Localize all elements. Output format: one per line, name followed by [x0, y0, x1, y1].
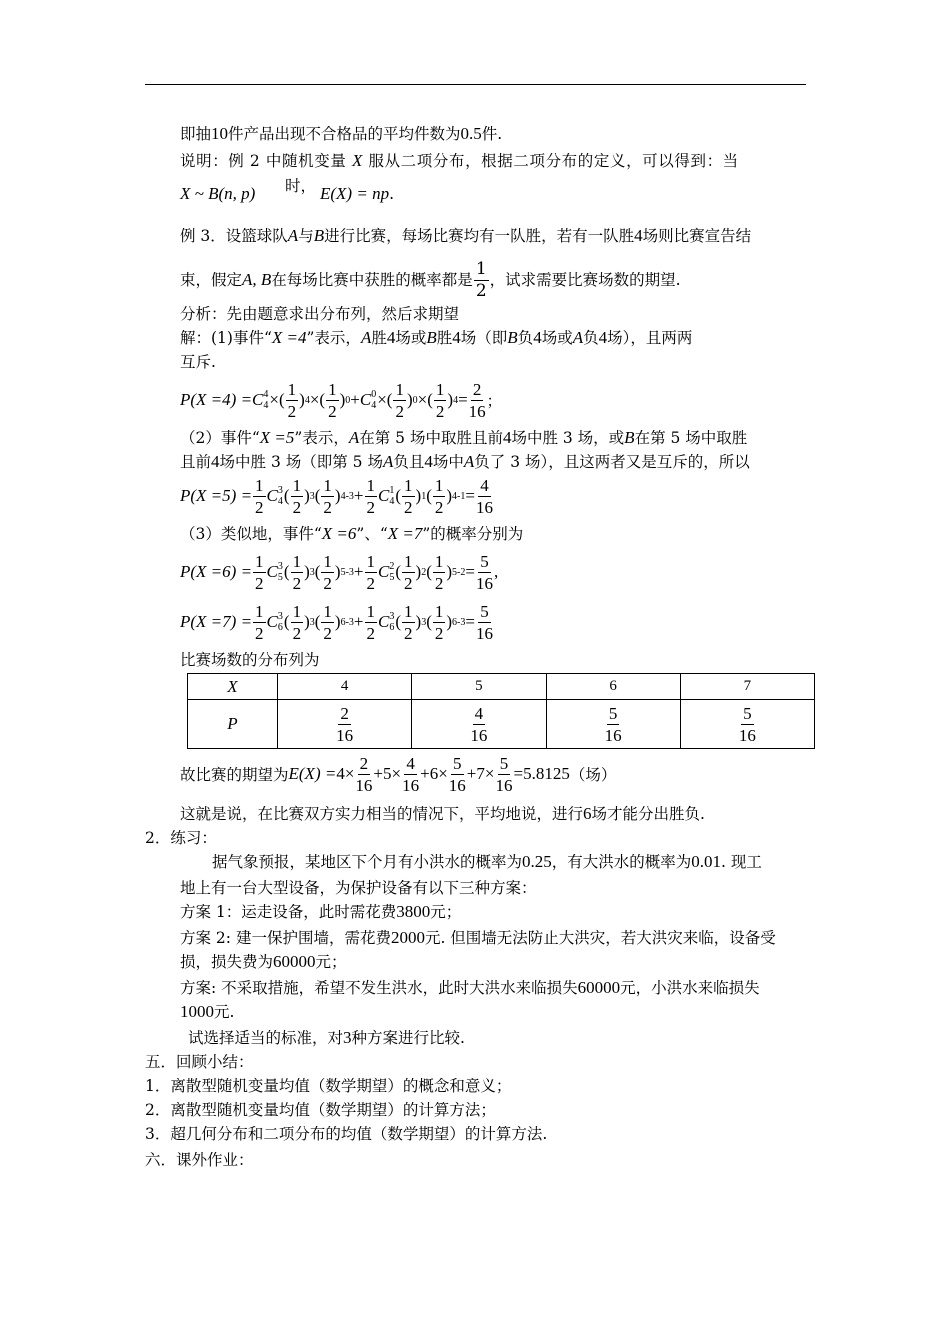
practice-question: 试选择适当的标准，对3种方案进行比较.: [188, 1028, 465, 1047]
when-text: 时，: [285, 177, 317, 195]
practice-line2: 地上有一台大型设备，为保护设备有以下三种方案：: [180, 879, 537, 897]
equation-p4: P(X =4) = C 4 4 × ( $\frac{1}{2}$ ) 4 × ( $\frac{1}{2}$ ) 0 + C 0 4 × ( $\frac{1}{2}$ ) 0 × ( $\frac{1}{2}$ ) 4 = $\frac{2}{16}$ ；: [180, 379, 502, 421]
table-cell-p: $\frac{2}{16}$: [278, 700, 412, 749]
analysis-line: 分析：先由题意求出分布列，然后求期望: [180, 305, 460, 323]
table-header-p: P: [188, 700, 278, 749]
distribution-table: [187, 673, 815, 749]
half-fraction: $\frac{1}{2}$: [475, 258, 487, 301]
table-cell-x: 6: [546, 674, 680, 700]
table-cell-p: $\frac{5}{16}$: [546, 700, 680, 749]
plan3-line1: 方案: 不采取措施，希望不发生洪水，此时大洪水来临损失60000元，小洪水来临损失: [180, 978, 760, 997]
summary-item: 1．离散型随机变量均值（数学期望）的概念和意义；: [145, 1077, 512, 1095]
average-line: 即抽10件产品出现不合格品的平均件数为0.5件.: [180, 124, 503, 143]
solution3-line: （3）类似地，事件“X =6”、“X =7”的概率分别为: [180, 524, 524, 543]
table-header-x: X: [188, 674, 278, 700]
distribution-title: 比赛场数的分布列为: [180, 651, 320, 669]
table-cell-x: 7: [680, 674, 814, 700]
homework-heading: 六．课外作业：: [145, 1151, 254, 1169]
table-cell-p: $\frac{5}{16}$: [680, 700, 814, 749]
summary-item: 2．离散型随机变量均值（数学期望）的计算方法；: [145, 1101, 496, 1119]
summary-heading: 五．回顾小结：: [145, 1053, 254, 1071]
conclusion-line: 这就是说，在比赛双方实力相当的情况下，平均地说，进行6场才能分出胜负.: [180, 804, 705, 823]
table-cell-x: 4: [278, 674, 412, 700]
table-cell-p: $\frac{4}{16}$: [412, 700, 546, 749]
example3-line1: 例 3．设篮球队A与B进行比赛，每场比赛均有一队胜，若有一队胜4场则比赛宣告结: [180, 226, 752, 245]
solution2-line1: （2）事件“X =5”表示，A在第 5 场中取胜且前4场中胜 3 场，或B在第 5 场中取胜: [180, 428, 748, 447]
plan1-line: 方案 1：运走设备，此时需花费3800元；: [180, 902, 462, 921]
table-cell-x: 5: [412, 674, 546, 700]
table-row: [188, 700, 815, 749]
solution1-line2: 互斥.: [180, 353, 216, 371]
plan3-line2: 1000元.: [180, 1002, 235, 1021]
table-row: [188, 674, 815, 700]
plan2-line2: 损，损失费为60000元；: [180, 952, 347, 971]
expectation-formula: E(X) = np.: [320, 184, 394, 203]
note-line: 说明：例 2 中随机变量 X 服从二项分布，根据二项分布的定义，可以得到：当: [180, 151, 739, 170]
equation-p6: P(X =6) = $\frac{1}{2}$ C 3 5 ( $\frac{1}{2}$ ) 3 ( $\frac{1}{2}$ ) 5-3 + $\frac{1}{2}$ C 2 5 ( $\frac{1}{2}$ ) 2 ( $\frac{1}{2}$ ) 5-2 = $\frac{5}{16}$ ,: [180, 551, 499, 593]
summary-item: 3．超几何分布和二项分布的均值（数学期望）的计算方法.: [145, 1125, 548, 1143]
solution1-line1: 解：(1)事件“X =4”表示，A胜4场或B胜4场（即B负4场或A负4场），且两两: [180, 328, 693, 347]
practice-heading: 2．练习：: [145, 829, 217, 847]
equation-p7: P(X =7) = $\frac{1}{2}$ C 3 6 ( $\frac{1}{2}$ ) 3 ( $\frac{1}{2}$ ) 6-3 + $\frac{1}{2}$ C 3 6 ( $\frac{1}{2}$ ) 3 ( $\frac{1}{2}$ ) 6-3 = $\frac{5}{16}$: [180, 601, 493, 643]
example3-line2: 束，假定 A, B 在每场比赛中获胜的概率都是 $\frac{1}{2}$ ，试求需要比赛场数的期望.: [180, 258, 681, 301]
equation-p5: P(X =5) = $\frac{1}{2}$ C 3 4 ( $\frac{1}{2}$ ) 3 ( $\frac{1}{2}$ ) 4-3 + $\frac{1}{2}$ C 1 4 ( $\frac{1}{2}$ ) 1 ( $\frac{1}{2}$ ) 4-1 = $\frac{4}{16}$: [180, 475, 493, 517]
solution2-line2: 且前4场中胜 3 场（即第 5 场A负且4场中A负了 3 场），且这两者又是互斥的，所以: [180, 452, 750, 471]
practice-line1: 据气象预报，某地区下个月有小洪水的概率为0.25，有大洪水的概率为0.01. 现工: [212, 852, 762, 871]
plan2-line1: 方案 2: 建一保护围墙，需花费2000元. 但围墙无法防止大洪灾，若大洪灾来临，设备受: [180, 928, 776, 947]
expectation-equation: 故比赛的期望为 E(X) = 4× $\frac{2}{16}$ +5× $\frac{4}{16}$ +6× $\frac{5}{16}$ +7× $\frac{5}{16}$ =5.8125 （场）: [180, 753, 617, 795]
binomial-line: X ~ B(n, p): [180, 184, 256, 203]
